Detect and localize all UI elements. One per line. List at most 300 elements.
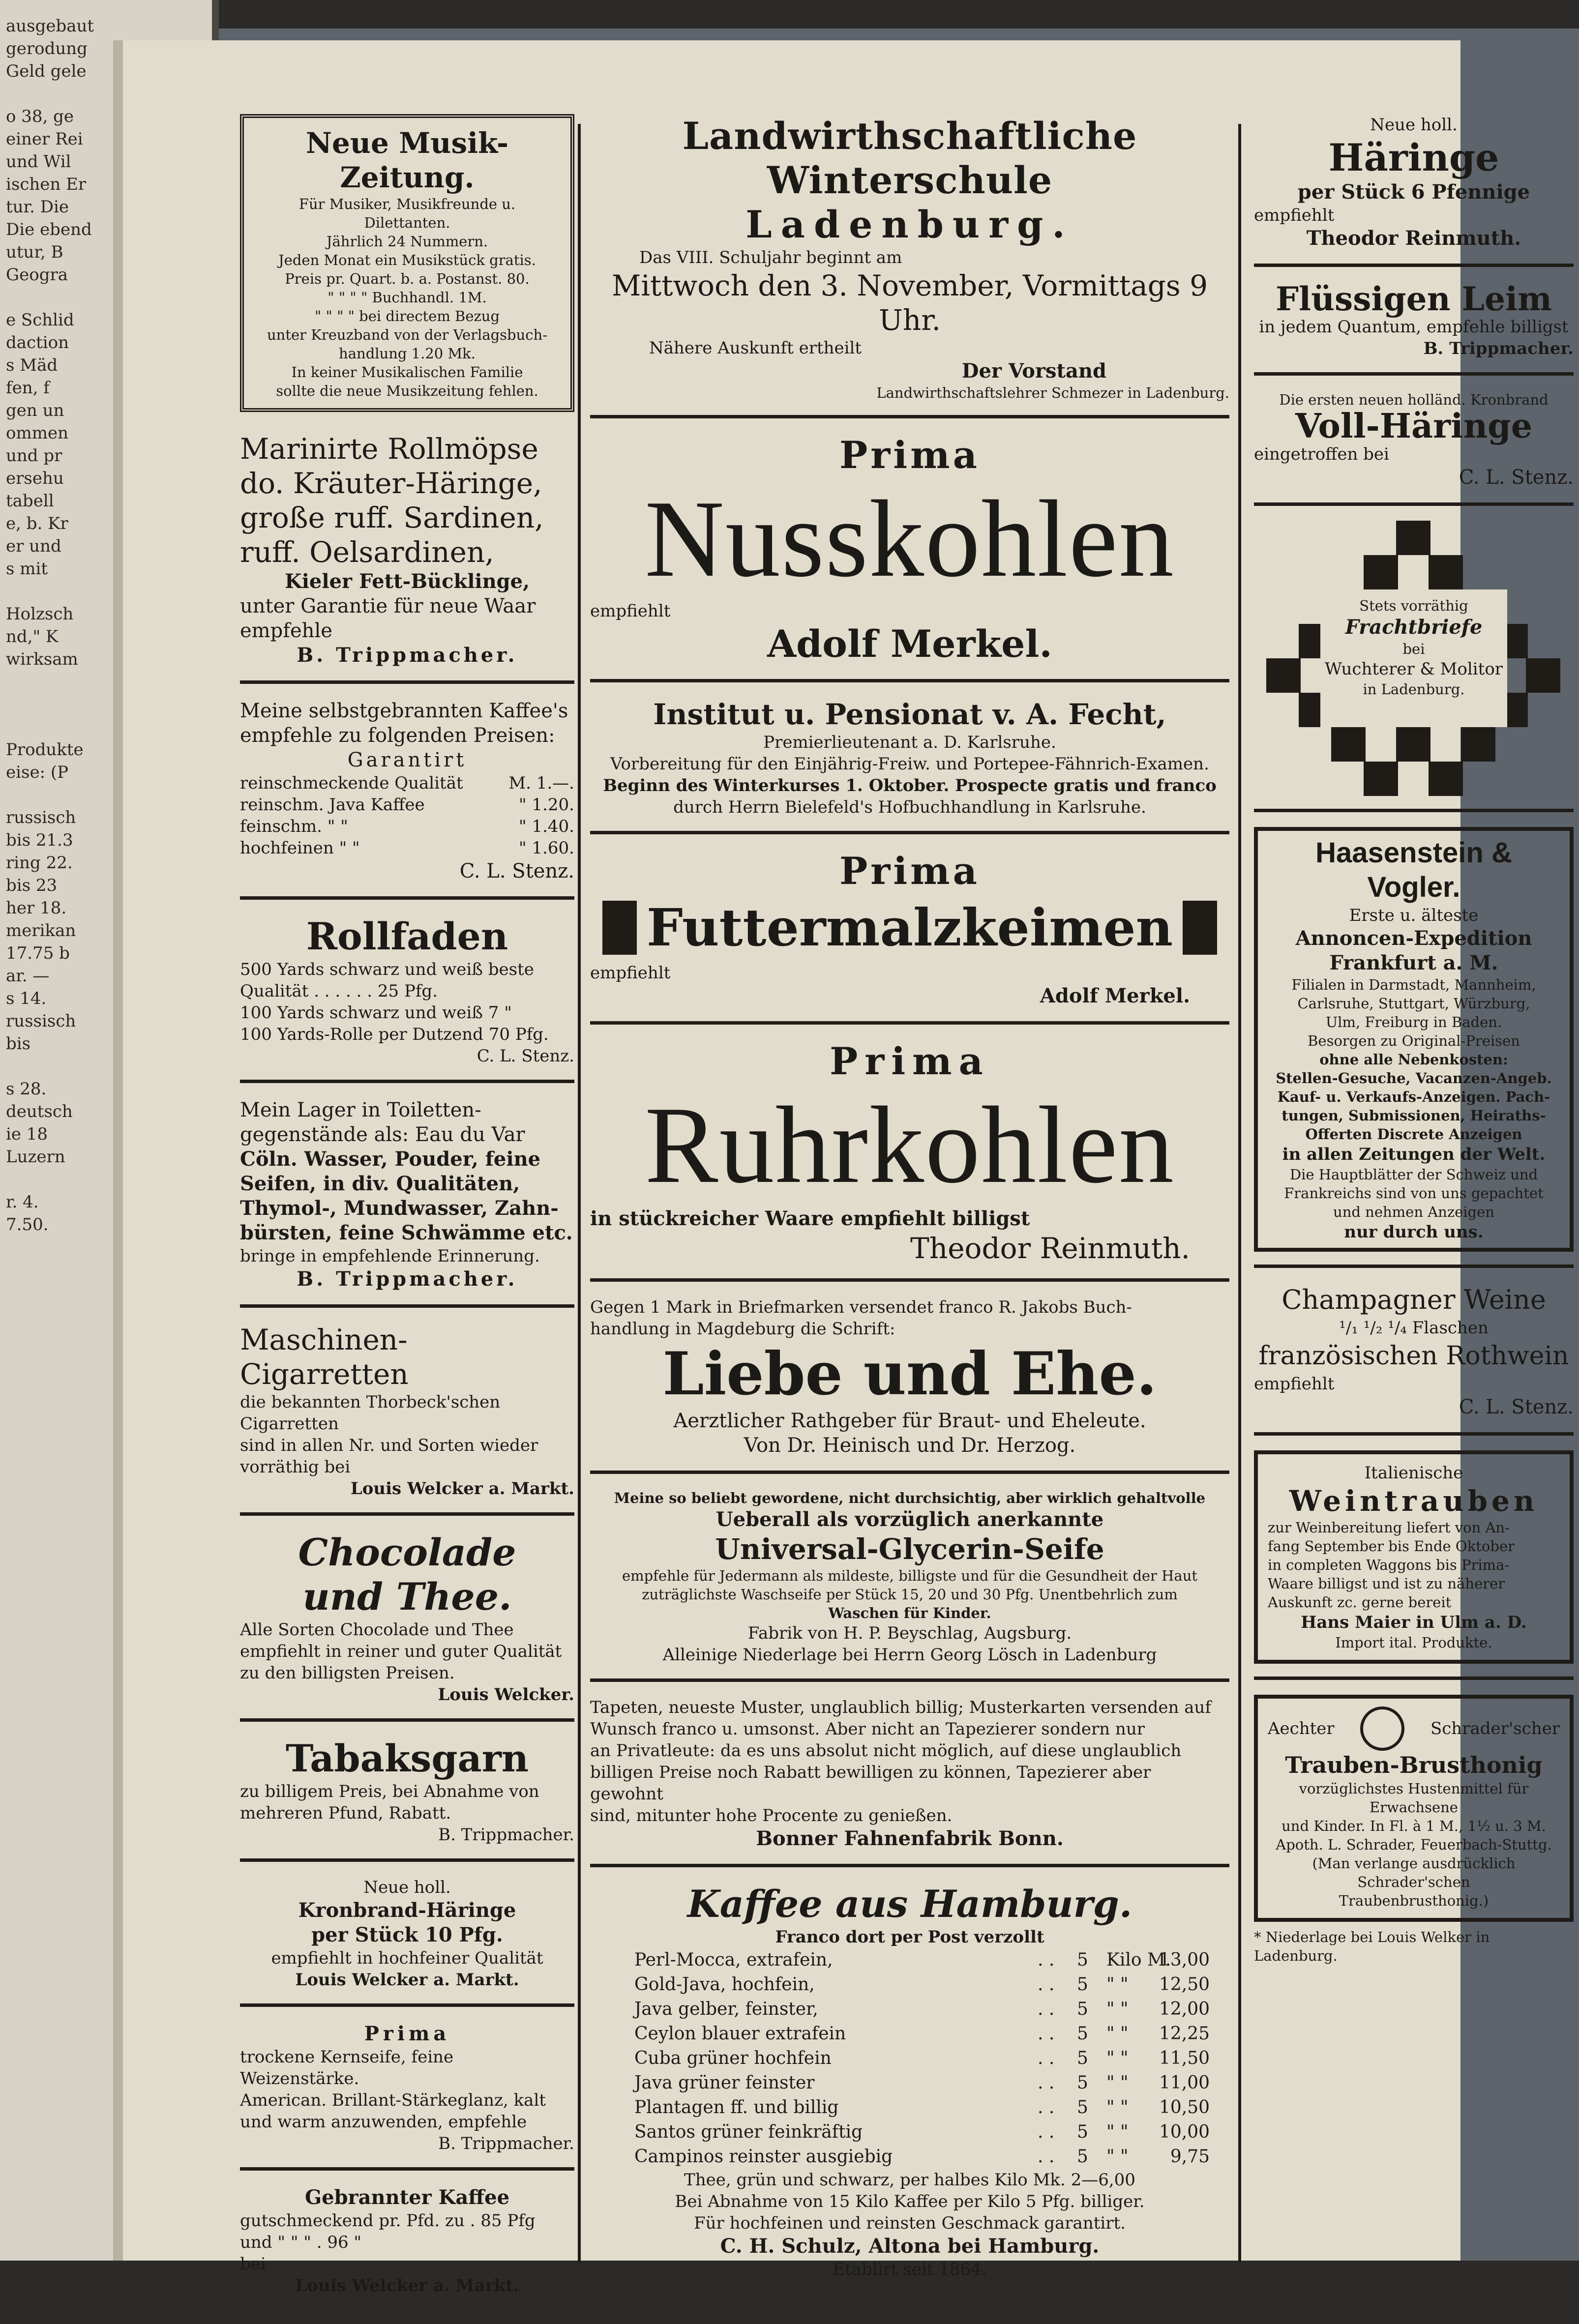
ad-text: empfiehlt in reiner und guter Qualität [240,1642,562,1661]
ad-text: vorzüglichstes Hustenmittel für Erwachsene [1299,1780,1529,1816]
price-value: M. 1.—. [508,773,574,793]
price-cell-q: 5 [1077,2147,1088,2167]
ad-text: Garantirt [347,749,467,771]
ad-text: Ladenburg. [1254,1947,1338,1964]
adjacent-page-line: gen un [6,401,64,420]
ad-title: Futtermalzkeimen [646,897,1173,958]
brusthonig-box [1254,1695,1574,1922]
column-center [590,114,1229,2308]
ad-text: handlung in Magdeburg die Schrift: [590,1319,895,1339]
ad-text: die bekannten Thorbeck'schen Cigarretten [240,1392,501,1434]
ad-text: Neue holl. [363,1878,451,1897]
ad-text: 500 Yards schwarz und weiß beste [240,960,534,979]
ad-text: 100 Yards-Rolle per Dutzend 70 Pfg. [240,1025,549,1044]
price-cell-d: . . [1038,1950,1055,1970]
ad-text: Waare billigst und ist zu näherer [1268,1575,1505,1592]
ad-title: Chocolade [298,1530,516,1574]
adjacent-page-line: e Schlid [6,310,74,330]
ad-text: zu billigem Preis, bei Abnahme von [240,1782,539,1801]
ad-text: 100 Yards schwarz und weiß 7 " [240,1003,512,1023]
ad-text: per Stück 6 Pfennige [1297,180,1530,204]
price-cell-q: 5 [1077,1974,1088,1995]
ad-prima: Prima [830,1039,990,1083]
adjacent-page-line: s 14. [6,989,47,1008]
ad-heading: ruff. Oelsardinen, [240,535,494,569]
adjacent-page-line: e, b. Kr [6,514,68,533]
adjacent-page-line: s Mäd [6,355,58,375]
ad-title: Maschinen-Cigarretten [240,1323,409,1391]
ad-text: Stellen-Gesuche, Vacanzen-Angeb. [1276,1070,1552,1087]
ad-title: Champagner Weine [1281,1284,1546,1315]
price-cell-u: " " [1106,2147,1129,2167]
adjacent-page-line: ring 22. [6,853,73,873]
price-row [634,2095,1210,2120]
ad-heading: große ruff. Sardinen, [240,501,544,534]
ad-text: Meine so beliebt gewordene, nicht durchsichtig, aber wirklich gehaltvolle [614,1490,1206,1506]
adjacent-page-line: er und [6,536,61,556]
price-cell-n: Campinos reinster ausgiebig [634,2147,893,2167]
ad-text: Besorgen zu Original-Preisen [1308,1032,1520,1049]
adjacent-page-line: bis [6,1034,31,1054]
ad-rollfaden [240,914,574,1083]
checker-square [1396,727,1430,762]
ad-musik-zeitung [240,114,574,412]
ad-signature: Adolf Merkel. [1040,984,1190,1007]
ad-title: Haasenstein & [1315,837,1512,869]
ad-text: nur durch uns. [1344,1222,1484,1242]
adjacent-page-line: Geld gele [6,61,87,81]
ad-text: Vorbereitung für den Einjährig-Freiw. und Portepee-Fähnrich-Examen. [610,754,1209,774]
ad-text: empfiehlt [1254,206,1335,225]
ad-title: Ruhrkohlen [645,1084,1175,1206]
ad-text: bringe in empfehlende Erinnerung. [240,1246,540,1266]
adjacent-page-line: r. 4. [6,1192,39,1212]
ad-text: Franco dort per Post verzollt [775,1927,1044,1947]
ad-text: gegenstände als: Eau du Var [240,1123,525,1146]
ad-text: ¹/₁ ¹/₂ ¹/₄ Flaschen [1339,1318,1489,1338]
ad-text: bei [1402,641,1425,657]
ad-text: fang September bis Ende Oktober [1268,1538,1515,1555]
ad-haasenstein-vogler [1254,827,1574,1268]
checker-square [1364,762,1398,796]
ad-frachtbriefe [1254,521,1574,812]
adjacent-page-line: ar. — [6,966,50,986]
checker-square [1396,521,1430,555]
price-cell-q: 5 [1077,2024,1088,2044]
ad-text: billigen Preise noch Rabatt bewilligen zu können, Tapezierer aber gewohnt [590,1763,1151,1804]
adjacent-page-line: her 18. [6,898,67,918]
ad-text: (Man verlange ausdrücklich Schrader'schen [1312,1855,1516,1890]
adjacent-page-line: russisch [6,808,76,827]
ad-text: Nähere Auskunft ertheilt [649,338,862,358]
ad-kaffee-stenz [240,699,574,900]
adjacent-page-line: Die ebend [6,220,92,239]
adjacent-page-line: o 38, ge [6,107,74,126]
adjacent-page-line: Geogra [6,265,68,285]
ad-title: Universal-Glycerin-Seife [715,1532,1104,1566]
ad-glycerin-seife [590,1489,1229,1682]
ad-gebrannter-kaffee [240,2185,574,2309]
ad-title: Trauben-Brusthonig [1285,1752,1543,1778]
price-cell-n: Ceylon blauer extrafein [634,2024,846,2044]
adjacent-page-line: s 28. [6,1079,47,1099]
ad-signature: Hans Maier in Ulm a. D. [1301,1613,1527,1632]
ad-title: Institut u. Pensionat v. A. Fecht, [653,698,1166,731]
ad-text: Erste u. älteste [1349,906,1479,925]
adjacent-page-line: merikan [6,921,76,941]
ad-heading: Kronbrand-Häringe [298,1899,516,1922]
adjacent-page-line: ersehu [6,469,64,488]
price-cell-q: 5 [1077,1999,1088,2019]
ad-text: Ueberall als vorzüglich anerkannte [715,1508,1104,1531]
ad-text: in jedem Quantum, empfehle billigst [1259,317,1569,337]
ad-text: Etablirt seit 1864. [833,2260,987,2279]
adjacent-page-line: fen, f [6,378,50,398]
ad-text: empfehle für Jedermann als mildeste, billigste und für die Gesundheit der Haut [622,1567,1198,1584]
price-cell-n: Gold-Java, hochfein, [634,1974,815,1995]
price-value: " 1.60. [519,838,574,858]
seal-emblem [1360,1706,1404,1751]
price-label: feinschm. " " [240,817,348,836]
checker-square [1331,727,1366,762]
ad-title: Neue Musik-Zeitung. [305,126,509,194]
adjacent-page-line: bis 21.3 [6,830,73,850]
ad-signature: C. L. Stenz. [1459,466,1574,489]
ad-text: Preis pr. Quart. b. a. Postanst. 80. [285,270,530,287]
ad-text: vorräthig bei [240,1457,351,1477]
newspaper-page [113,40,1574,2295]
ad-text: Aerztlicher Rathgeber für Braut- und Eheleute. [673,1410,1146,1432]
price-cell-p: 11,00 [1159,2073,1210,2093]
ad-text: American. Brillant-Stärkeglanz, kalt [240,2090,546,2110]
ad-title: Prima [364,2022,450,2045]
price-cell-d: . . [1038,2048,1055,2068]
ad-title: Ladenburg. [745,203,1074,246]
price-row [634,2120,1210,2145]
ad-text: Wuchterer & Molitor [1324,659,1503,679]
ad-text: in completen Waggons bis Prima- [1268,1557,1510,1573]
ad-text: Gegen 1 Mark in Briefmarken versendet franco R. Jakobs Buch- [590,1297,1132,1317]
ad-title: Häringe [1328,136,1499,179]
ad-text: Annoncen-Expedition [1295,927,1532,950]
price-cell-p: 10,00 [1159,2122,1210,2142]
ad-text: zu den billigsten Preisen. [240,1663,455,1683]
adjacent-page-line: Produkte [6,740,84,760]
ad-text: und warm anzuwenden, empfehle [240,2112,527,2132]
checker-square [1364,555,1398,589]
ad-ruhrkohlen [590,1039,1229,1282]
ad-signature: Theodor Reinmuth. [910,1232,1190,1265]
adjacent-page-line: tabell [6,491,54,511]
ad-text: Aechter [1268,1719,1335,1738]
ad-text: empfiehlt [590,601,671,621]
ad-text: empfehle zu folgenden Preisen: [240,724,555,747]
ad-text: Carlsruhe, Stuttgart, Würzburg, [1297,995,1530,1012]
price-cell-p: 13,00 [1159,1950,1210,1970]
adjacent-page-line: ommen [6,423,68,443]
ad-text: Bei Abnahme von 15 Kilo Kaffee per Kilo 5 Pfg. billiger. [675,2192,1145,2211]
adjacent-page-line: 17.75 b [6,943,70,963]
ad-text: Seifen, in div. Qualitäten, [240,1172,520,1195]
ad-text: handlung 1.20 Mk. [339,345,476,362]
price-label: reinschmeckende Qualität [240,773,463,793]
ad-title: Weintrauben [1289,1484,1539,1518]
price-cell-p: 9,75 [1170,2147,1210,2167]
ad-prima: Prima [839,433,980,477]
ad-text: unter Garantie für neue Waar [240,595,536,618]
ad-signature: C. L. Stenz. [477,1046,574,1066]
adjacent-page-line: und Wil [6,152,71,172]
price-cell-d: . . [1038,2097,1055,2118]
ad-kronbrand [240,1877,574,2007]
ad-text: Jeden Monat ein Musikstück gratis. [278,252,536,268]
price-cell-p: 12,00 [1159,1999,1210,2019]
ad-signature: Bonner Fahnenfabrik Bonn. [756,1827,1064,1850]
ad-title: Frachtbriefe [1345,616,1483,639]
price-value: " 1.40. [519,817,574,836]
checker-square [1429,762,1463,796]
price-cell-u: " " [1106,2024,1129,2044]
ad-text: Neue holl. [1370,115,1458,135]
ad-trauben-brusthonig [1254,1695,1574,1978]
ad-text: Traubenbrusthonig.) [1339,1892,1489,1909]
ad-text: Frankreichs sind von uns gepachtet [1284,1185,1544,1202]
ad-text: Die Hauptblätter der Schweiz und [1289,1166,1538,1183]
price-cell-d: . . [1038,2122,1055,2142]
ad-signature: Landwirthschaftslehrer Schmezer in Ladenburg. [876,384,1229,401]
haasenstein-box [1254,827,1574,1252]
ad-text: Mein Lager in Toiletten- [240,1099,481,1121]
adjacent-page-line: s mit [6,559,48,579]
ad-signature: C. H. Schulz, Altona bei Hamburg. [720,2235,1100,2258]
price-row [634,1972,1210,1997]
price-cell-d: . . [1038,2147,1055,2167]
ad-text: Cöln. Wasser, Pouder, feine [240,1147,541,1171]
checker-ornament [1266,521,1561,796]
checker-square [1526,658,1560,693]
column-right [1254,114,1574,1993]
price-row [634,1997,1210,2022]
ad-text: Für Musiker, Musikfreunde u. Dilettanten. [298,196,516,231]
column-left [240,114,574,2324]
ad-text: per Stück 10 Pfg. [311,1923,503,1946]
price-cell-n: Cuba grüner hochfein [634,2048,832,2068]
adjacent-page-line: bis 23 [6,876,58,895]
ad-text: Thee, grün und schwarz, per halbes Kilo Mk. 2—6,00 [684,2170,1135,2190]
adjacent-page-line: nd," K [6,627,59,647]
ad-text: und nehmen Anzeigen [1333,1204,1494,1220]
ad-signature: Der Vorstand [961,359,1106,382]
ad-text: Kieler Fett-Bücklinge, [284,570,530,593]
price-cell-q: 5 [1077,1950,1088,1970]
ad-signature: Theodor Reinmuth. [1306,227,1521,250]
ad-text: eingetroffen bei [1254,444,1389,464]
column-rule-left [578,124,581,2263]
price-cell-d: . . [1038,1974,1055,1995]
price-cell-p: 10,50 [1159,2097,1210,2118]
ad-text: Alleinige Niederlage bei Herrn Georg Lösch in Ladenburg [662,1645,1157,1665]
price-cell-u: " " [1106,2048,1129,2068]
price-row [634,2046,1210,2071]
ad-text: Waschen für Kinder. [828,1605,991,1621]
ad-text: empfiehlt [1254,1374,1335,1394]
ad-text: durch Herrn Bielefeld's Hofbuchhandlung in Karlsruhe. [673,797,1146,817]
ad-heading: französischen Rothwein [1258,1341,1569,1371]
price-cell-p: 11,50 [1159,2048,1210,2068]
adjacent-page-line: 7.50. [6,1215,49,1235]
ad-text: empfiehlt [590,963,671,983]
ad-heading: Marinirte Rollmöpse [240,432,538,466]
ad-heading: do. Kräuter-Häringe, [240,467,542,500]
ad-text: sollte die neue Musikzeitung fehlen. [276,382,538,399]
ad-text: Italienische [1364,1463,1463,1483]
ad-text: ohne alle Nebenkosten: [1319,1051,1508,1068]
ad-text: Import ital. Produkte. [1335,1634,1492,1651]
ad-title: Landwirthschaftliche Winterschule [682,114,1137,202]
ad-text: bei [240,2254,266,2274]
price-row [634,2022,1210,2046]
ad-title: Flüssigen Leim [1276,280,1552,318]
price-cell-q: 5 [1077,2073,1088,2093]
price-cell-u: " " [1106,1999,1129,2019]
adjacent-page-line: und pr [6,446,62,466]
ad-cigarretten [240,1323,574,1516]
ad-title: Kaffee aus Hamburg. [687,1882,1132,1926]
adjacent-page-line: Luzern [6,1147,65,1167]
ad-text: Die ersten neuen holländ. Kronbrand [1279,391,1549,408]
ad-text: Fabrik von H. P. Beyschlag, Augsburg. [747,1623,1072,1643]
ad-text: Mittwoch den 3. November, Vormittags 9 Uhr. [611,269,1208,337]
price-cell-n: Santos grüner feinkräftig [634,2122,863,2142]
ad-champagner [1254,1283,1574,1436]
ad-text: Premierlieutenant a. D. Karlsruhe. [763,733,1056,752]
ad-prima-kernseife [240,2022,574,2171]
adjacent-page-line: ischen Er [6,175,87,194]
ad-signature: B. Trippmacher. [438,1825,574,1845]
adjacent-page-line: Holzsch [6,604,74,624]
price-cell-q: 5 [1077,2122,1088,2142]
ad-nusskohlen [590,433,1229,682]
ad-text: Alle Sorten Chocolade und Thee [240,1620,514,1640]
ad-text: Auskunft zc. gerne bereit [1268,1594,1452,1611]
ad-text: empfiehlt in hochfeiner Qualität [271,1948,543,1968]
price-cell-d: . . [1038,2024,1055,2044]
ad-text: Offerten Discrete Anzeigen [1305,1126,1522,1143]
checker-square [1429,555,1463,589]
adjacent-page-line: ausgebaut [6,16,94,36]
ad-text: Beginn des Winterkurses 1. Oktober. Prospecte gratis und franco [603,776,1217,795]
price-label: reinschm. Java Kaffee [240,795,425,815]
price-cell-u: Kilo M. [1106,1950,1171,1970]
ad-text: Jährlich 24 Nummern. [326,233,488,250]
price-cell-p: 12,25 [1159,2024,1210,2044]
ad-title: Vogler. [1367,871,1460,903]
adjacent-page-line: deutsch [6,1102,73,1121]
ad-text: * Niederlage bei Louis Welker in [1254,1929,1490,1945]
ad-signature: Louis Welcker a. Markt. [295,2276,519,2295]
ad-text: Thymol-, Mundwasser, Zahn- [240,1197,559,1220]
price-cell-d: . . [1038,2073,1055,2093]
ad-signature: Louis Welcker. [438,1685,574,1705]
ad-futtermalzkeimen [590,849,1229,1025]
checker-square [1266,658,1301,693]
adjacent-page-line: wirksam [6,649,78,669]
ad-tapeten [590,1697,1229,1867]
ad-signature: Adolf Merkel. [767,622,1052,666]
price-cell-n: Plantagen ff. und billig [634,2097,839,2118]
ad-text: und " " " . 96 " [240,2233,362,2252]
adjacent-page-line: utur, B [6,242,63,262]
price-cell-p: 12,50 [1159,1974,1210,1995]
ad-tabaksgarn [240,1736,574,1862]
price-label: hochfeinen " " [240,838,360,858]
price-value: " 1.20. [519,795,574,815]
ornament-block [1183,901,1217,955]
adjacent-page-line: daction [6,333,69,353]
ad-text: Von Dr. Heinisch und Dr. Herzog. [744,1434,1076,1457]
price-cell-u: " " [1106,2097,1129,2118]
ad-kaffee-hamburg [590,1882,1229,2293]
price-cell-d: . . [1038,1999,1055,2019]
ad-signature: Louis Welcker a. Markt. [350,1479,574,1499]
ad-text: Apoth. L. Schrader, Feuerbach-Stuttg. [1276,1836,1552,1853]
ad-text: Qualität . . . . . . 25 Pfg. [240,981,438,1001]
ad-text: Frankfurt a. M. [1329,951,1498,974]
price-cell-n: Perl-Mocca, extrafein, [634,1950,833,1970]
checker-square [1461,727,1495,762]
ad-text: an Privatleute: da es uns absolut nicht möglich, auf diese unglaublich [590,1741,1182,1761]
ad-text: Stets vorräthig [1359,597,1468,614]
ad-text: in stückreicher Waare empfiehlt billigst [590,1207,1030,1230]
ad-text: Tapeten, neueste Muster, unglaublich billig; Musterkarten versenden auf [590,1698,1211,1717]
price-cell-u: " " [1106,2073,1129,2093]
ad-text: " " " " Buchhandl. 1M. [328,289,487,306]
adjacent-page-line: ie 18 [6,1124,48,1144]
ad-title: Liebe und Ehe. [662,1339,1157,1409]
ad-liebe-und-ehe [590,1296,1229,1474]
ad-institut-fecht [590,697,1229,834]
price-row [634,1948,1210,1972]
ad-text: empfehle [240,619,332,642]
adjacent-page-line: eise: (P [6,763,68,782]
ad-text: unter Kreuzband von der Verlagsbuch- [267,326,548,343]
ad-text: Ulm, Freiburg in Baden. [1325,1014,1502,1030]
ornament-block [602,901,637,955]
ad-rollmoepse [240,432,574,684]
ad-text: trockene Kernseife, feine Weizenstärke. [240,2047,454,2089]
ad-text: Meine selbstgebrannten Kaffee's [240,700,568,722]
adjacent-page-line: russisch [6,1011,76,1031]
price-cell-n: Java gelber, feinster, [634,1999,818,2019]
ad-title: Tabaksgarn [285,1736,529,1780]
ad-text: Schrader'scher [1430,1719,1560,1738]
column-rule-right [1238,124,1241,2263]
ad-signature: B. Trippmacher. [1423,339,1574,358]
ad-signature: C. L. Stenz. [459,860,574,883]
ad-title: Nusskohlen [645,478,1175,600]
ad-neue-haeringe [1254,114,1574,267]
ad-text: in Ladenburg. [1363,681,1465,698]
ad-text: Für hochfeinen und reinsten Geschmack garantirt. [694,2213,1126,2233]
ad-text: und Kinder. In Fl. à 1 M., 1½ u. 3 M. [1281,1818,1546,1834]
ad-title: und Thee. [302,1575,512,1618]
frachtbriefe-text [1320,589,1507,727]
ad-text: sind, mitunter hohe Procente zu genießen. [590,1806,953,1825]
price-table [590,1948,1229,2169]
adjacent-page-line: einer Rei [6,129,83,149]
ad-text: Filialen in Darmstadt, Mannheim, [1291,976,1536,993]
adjacent-page-line: tur. Die [6,197,69,217]
